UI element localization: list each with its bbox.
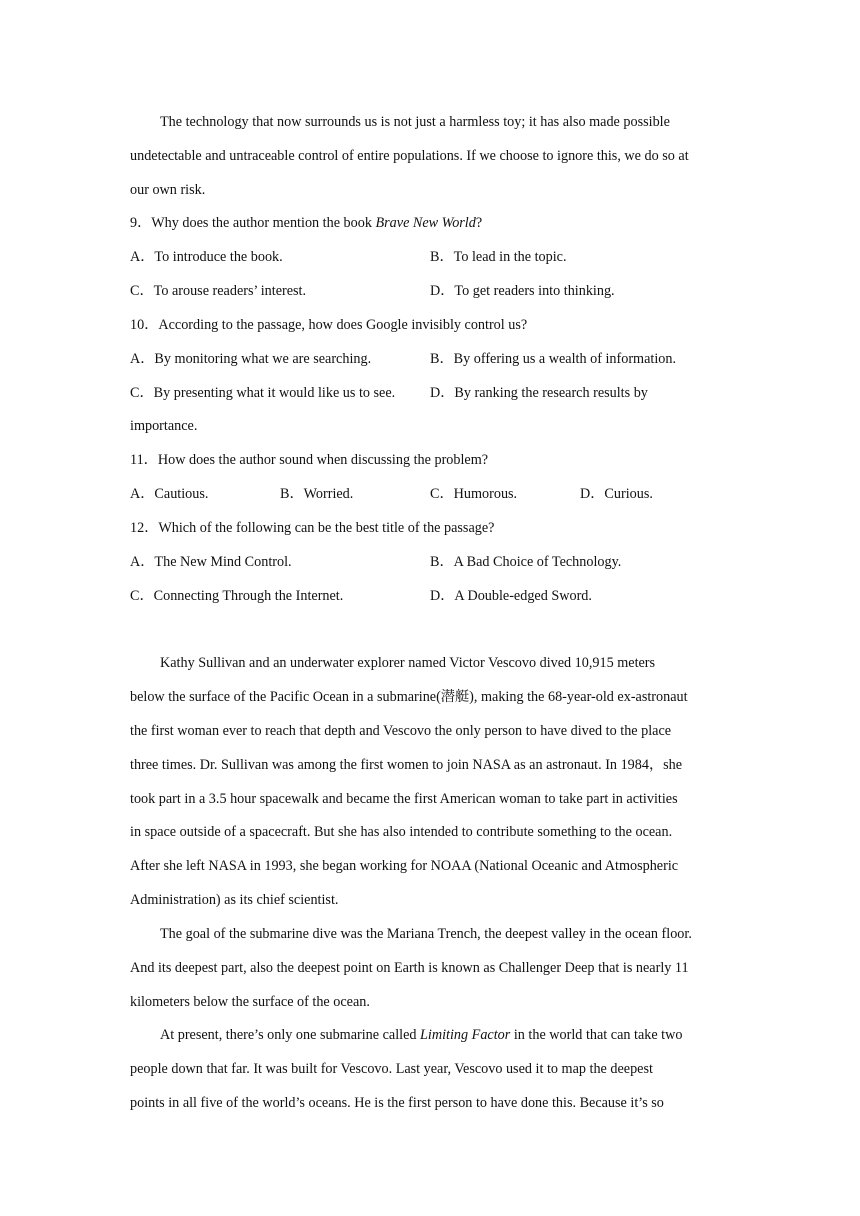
passage-line: At present, there’s only one submarine called Limiting Factor in the world that can take two <box>160 1027 683 1043</box>
question-12-option-b[interactable]: B．A Bad Choice of Technology. <box>430 554 622 570</box>
book-title: Brave New World <box>375 215 476 231</box>
question-12-option-d[interactable]: D．A Double-edged Sword. <box>430 588 592 604</box>
question-12-stem: 12．Which of the following can be the best title of the passage? <box>130 520 495 536</box>
question-9-option-d[interactable]: D．To get readers into thinking. <box>430 283 615 299</box>
passage-line: points in all five of the world’s oceans. He is the first person to have done this. Because it’s so <box>130 1095 664 1111</box>
question-9-option-b[interactable]: B．To lead in the topic. <box>430 249 567 265</box>
question-10-option-c[interactable]: C．By presenting what it would like us to see. <box>130 385 396 401</box>
passage-line: undetectable and untraceable control of entire populations. If we choose to ignore this, we do so at <box>130 148 689 164</box>
passage-line: three times. Dr. Sullivan was among the first women to join NASA as an astronaut. In 1984，she <box>130 757 683 773</box>
question-11-stem: 11．How does the author sound when discussing the problem? <box>130 452 489 468</box>
passage-line: The goal of the submarine dive was the Mariana Trench, the deepest valley in the ocean floor. <box>160 926 692 942</box>
question-9-option-c[interactable]: C．To arouse readers’ interest. <box>130 283 307 299</box>
passage-line: kilometers below the surface of the ocean. <box>130 994 370 1010</box>
passage-line: Administration) as its chief scientist. <box>130 892 339 908</box>
question-10-option-b[interactable]: B．By offering us a wealth of information. <box>430 351 677 367</box>
passage-line: The technology that now surrounds us is not just a harmless toy; it has also made possible <box>160 114 670 130</box>
question-10-option-d[interactable]: D．By ranking the research results by <box>430 385 648 401</box>
passage-line: our own risk. <box>130 182 206 198</box>
passage-line: below the surface of the Pacific Ocean in a submarine(潜艇), making the 68-year-old ex-astronaut <box>130 689 688 705</box>
passage-line: took part in a 3.5 hour spacewalk and became the first American woman to take part in activities <box>130 791 678 807</box>
question-10-option-a[interactable]: A．By monitoring what we are searching. <box>130 351 372 367</box>
question-11-option-c[interactable]: C．Humorous. <box>430 486 518 502</box>
question-12-option-a[interactable]: A．The New Mind Control. <box>130 554 292 570</box>
passage-line: Kathy Sullivan and an underwater explorer named Victor Vescovo dived 10,915 meters <box>160 655 656 671</box>
question-11-option-b[interactable]: B．Worried. <box>280 486 354 502</box>
question-11-option-a[interactable]: A．Cautious. <box>130 486 209 502</box>
question-9-option-a[interactable]: A．To introduce the book. <box>130 249 283 265</box>
question-12-option-c[interactable]: C．Connecting Through the Internet. <box>130 588 344 604</box>
question-9-stem: 9．Why does the author mention the book Brave New World? <box>130 215 483 231</box>
submarine-name: Limiting Factor <box>420 1027 511 1043</box>
passage-line: And its deepest part, also the deepest point on Earth is known as Challenger Deep that is nearly 11 <box>130 960 689 976</box>
question-11-option-d[interactable]: D．Curious. <box>580 486 653 502</box>
question-10-stem: 10．According to the passage, how does Google invisibly control us? <box>130 317 528 333</box>
passage-line: the first woman ever to reach that depth and Vescovo the only person to have dived to the place <box>130 723 672 739</box>
passage-line: people down that far. It was built for Vescovo. Last year, Vescovo used it to map the deepest <box>130 1061 653 1077</box>
passage-line: in space outside of a spacecraft. But she has also intended to contribute something to the ocean. <box>130 824 673 840</box>
passage-line: After she left NASA in 1993, she began working for NOAA (National Oceanic and Atmospheric <box>130 858 679 874</box>
question-10-option-d-continued: importance. <box>130 418 198 434</box>
